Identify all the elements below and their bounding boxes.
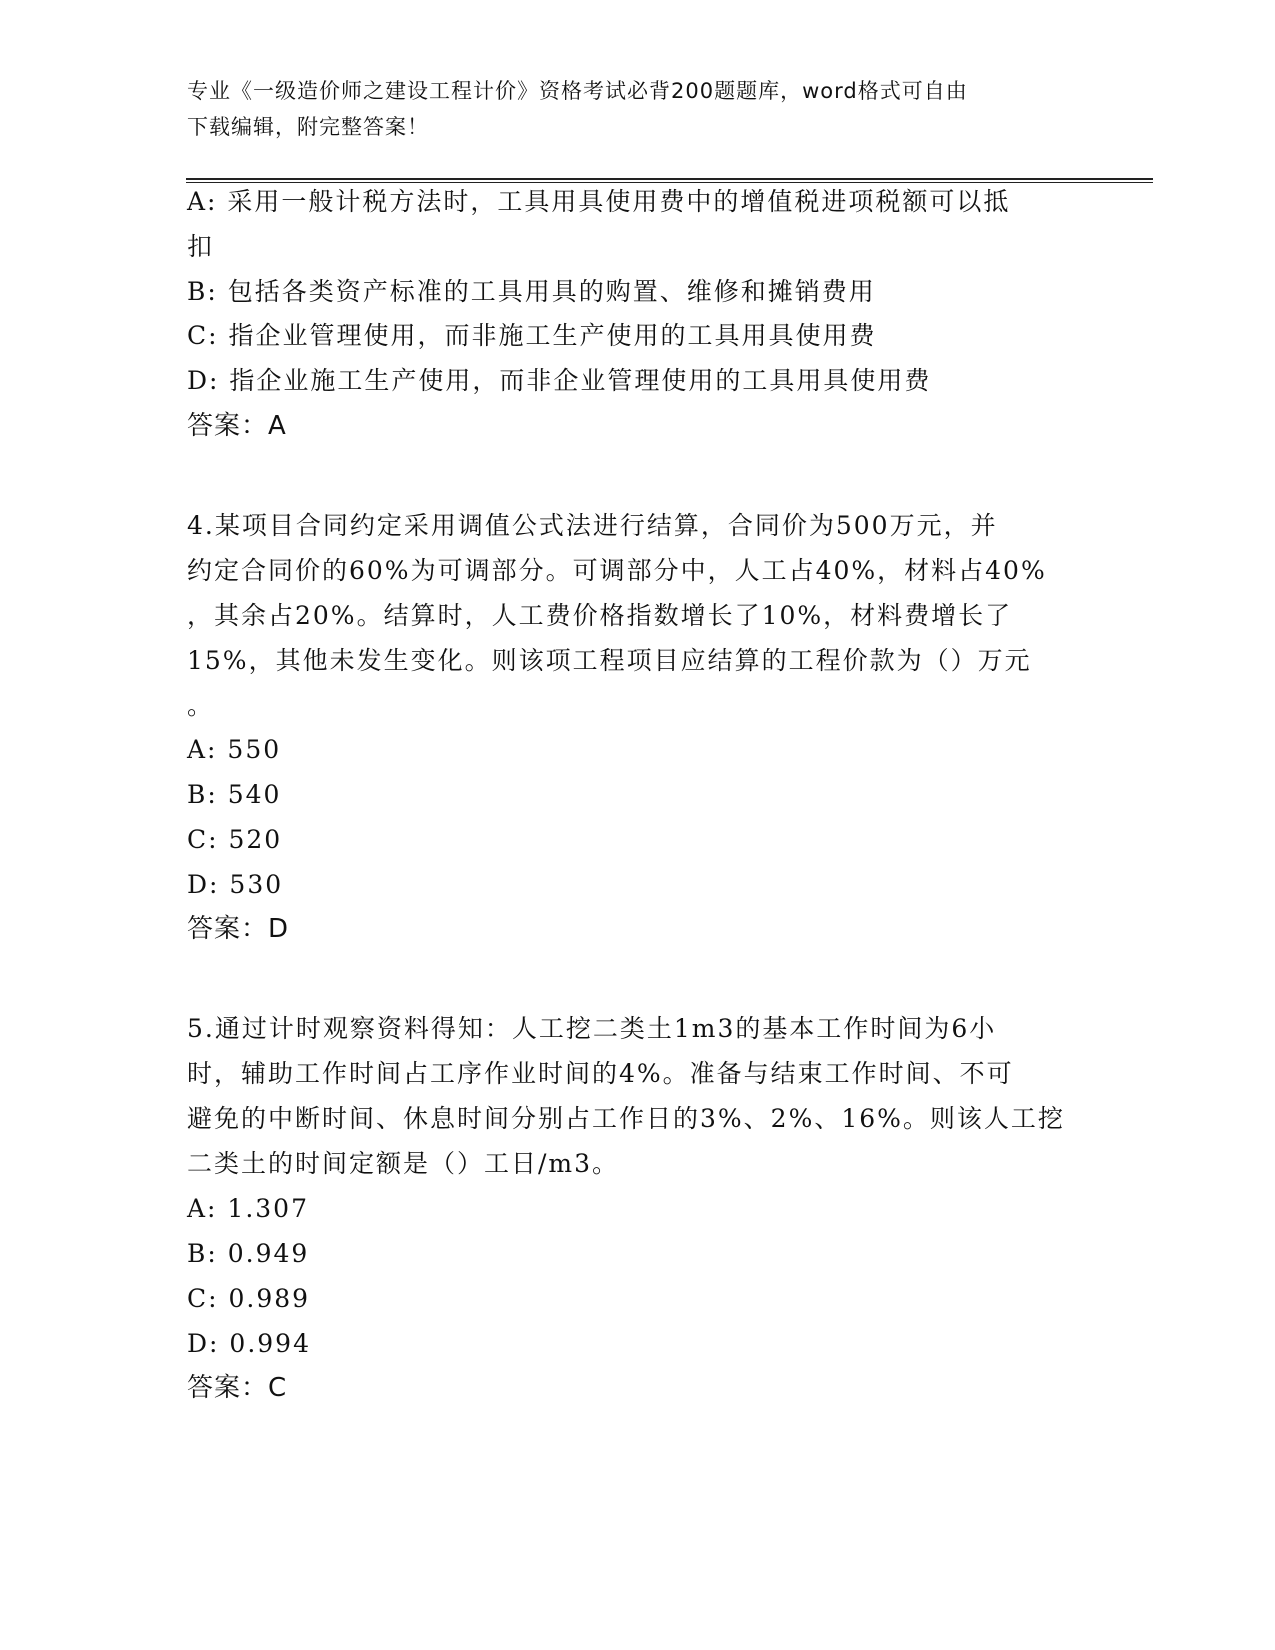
header-line-1: 专业《一级造价师之建设工程计价》资格考试必背200题题库，word格式可自由 — [187, 79, 968, 103]
q5-stem-line-4: 二类土的时间定额是（）工日/m3。 — [187, 1149, 620, 1178]
q4-option-a: A: 550 — [187, 735, 282, 764]
q5-option-a: A: 1.307 — [187, 1194, 309, 1223]
q3-option-d: D: 指企业施工生产使用，而非企业管理使用的工具用具使用费 — [187, 366, 932, 395]
q5-stem-line-1: 5.通过计时观察资料得知：人工挖二类土1m3的基本工作时间为6小 — [187, 1014, 997, 1043]
q3-option-a-line-2: 扣 — [187, 232, 215, 261]
q5-option-d: D: 0.994 — [187, 1329, 311, 1358]
q4-option-c: C: 520 — [187, 825, 283, 854]
q5-stem-line-3: 避免的中断时间、休息时间分别占工作日的3%、2%、16%。则该人工挖 — [187, 1104, 1065, 1133]
q3-option-b: B: 包括各类资产标准的工具用具的购置、维修和摊销费用 — [187, 277, 876, 306]
q4-stem-line-5: 。 — [187, 691, 215, 720]
document-header — [187, 73, 1087, 145]
q4-answer: 答案：D — [187, 914, 290, 944]
q4-stem-line-1: 4.某项目合同约定采用调值公式法进行结算，合同价为500万元，并 — [187, 511, 998, 540]
q5-stem-line-2: 时，辅助工作时间占工序作业时间的4%。准备与结束工作时间、不可 — [187, 1059, 1014, 1088]
q5-answer: 答案：C — [187, 1373, 288, 1403]
q4-stem-line-3: ，其余占20%。结算时，人工费价格指数增长了10%，材料费增长了 — [187, 601, 1013, 630]
q5-option-c: C: 0.989 — [187, 1284, 311, 1313]
q3-option-c: C: 指企业管理使用，而非施工生产使用的工具用具使用费 — [187, 321, 877, 350]
q5-option-b: B: 0.949 — [187, 1239, 310, 1268]
q4-stem-line-2: 约定合同价的60%为可调部分。可调部分中，人工占40%，材料占40% — [187, 556, 1047, 585]
q4-option-d: D: 530 — [187, 870, 284, 899]
header-line-2: 下载编辑，附完整答案！ — [187, 115, 429, 139]
q3-answer: 答案：A — [187, 411, 287, 441]
q3-option-a-line-1: A: 采用一般计税方法时，工具用具使用费中的增值税进项税额可以抵 — [187, 187, 1011, 216]
q4-stem-line-4: 15%，其他未发生变化。则该项工程项目应结算的工程价款为（）万元 — [187, 646, 1032, 675]
q4-option-b: B: 540 — [187, 780, 282, 809]
